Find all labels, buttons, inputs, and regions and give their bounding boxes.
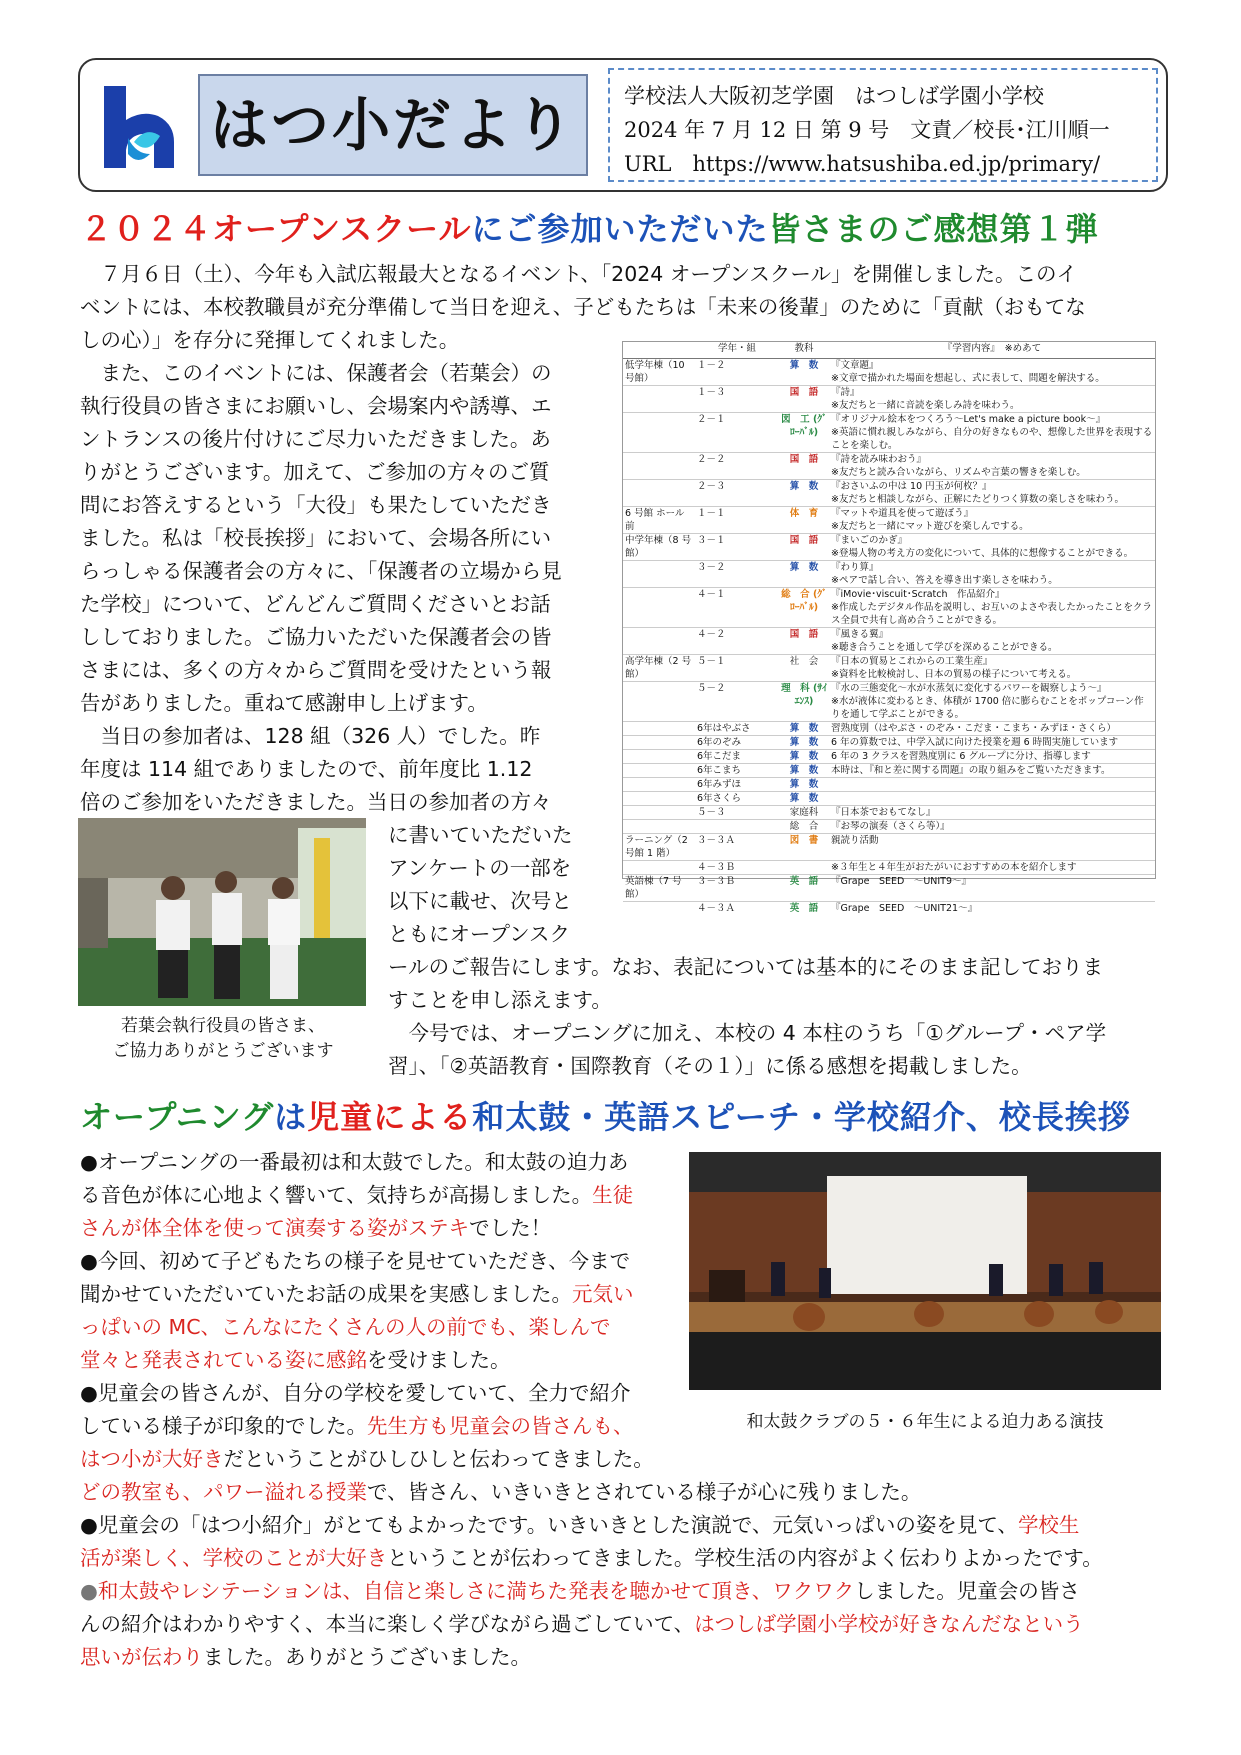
table-cell-subject: 算 数 bbox=[779, 750, 829, 764]
body-line: 今号では、オープニングに加え、本校の 4 本柱のうち「①グループ・ペア学 bbox=[388, 1021, 1107, 1045]
body-line: ししておりました。ご協力いただいた保護者会の皆 bbox=[80, 625, 552, 649]
table-cell-subject: 図 書 bbox=[779, 834, 829, 861]
table-cell-subject: 算 数 bbox=[779, 480, 829, 507]
newsletter-header bbox=[78, 58, 1168, 192]
table-cell-group: 中学年棟（8 号館） bbox=[623, 534, 695, 561]
highlight-text: 活が楽しく、学校のことが大好き bbox=[80, 1546, 388, 1570]
heading-program: 和太鼓・英語スピーチ・学校紹介、校長挨拶 bbox=[472, 1098, 1131, 1136]
body-line bbox=[80, 1542, 1180, 1575]
lesson-title: 『iMovie･viscuit･Scratch 作品紹介』 bbox=[831, 589, 1005, 600]
heading-part-one: 第１弾 bbox=[999, 210, 1099, 248]
lesson-title: 親読り活動 bbox=[831, 835, 879, 846]
table-row bbox=[623, 655, 1155, 682]
body-line: すことを申し添えます。 bbox=[388, 988, 612, 1012]
table-cell-subject: 算 数 bbox=[779, 792, 829, 806]
table-cell-subject: 英 語 bbox=[779, 875, 829, 902]
body-line: っぱいの MC、こんなにたくさんの人の前でも、楽しんで bbox=[80, 1315, 611, 1339]
body-line: 当日の参加者は、128 組（326 人）でした。昨 bbox=[80, 724, 541, 748]
table-row bbox=[623, 792, 1155, 806]
table-cell-content bbox=[829, 820, 1155, 834]
body-line: らっしゃる保護者会の方々に、「保護者の立場から見 bbox=[80, 559, 562, 583]
table-row bbox=[623, 628, 1155, 655]
table-cell-content bbox=[829, 722, 1155, 736]
table-row bbox=[623, 806, 1155, 820]
text-span: ました。ありがとうございました。 bbox=[203, 1645, 531, 1669]
heading-wa: は bbox=[274, 1098, 308, 1136]
text-span: ●児童会の「はつ小紹介」がとてもよかったです。いきいきとした演説で、元気いっぱいの姿を見て、 bbox=[80, 1513, 1018, 1537]
table-cell-content bbox=[829, 682, 1155, 722]
pta-photo-caption-line2: ご協力ありがとうございます bbox=[112, 1041, 334, 1061]
table-cell-class: ２－１ bbox=[695, 413, 779, 453]
table-row bbox=[623, 561, 1155, 588]
table-cell-subject: 国 語 bbox=[779, 534, 829, 561]
table-cell-content bbox=[829, 453, 1155, 480]
table-cell-content bbox=[829, 736, 1155, 750]
highlight-text: 思いが伝わり bbox=[80, 1645, 203, 1669]
text-span: る音色が体に心地よく響いて、気持ちが高揚しました。 bbox=[80, 1183, 593, 1207]
taiko-performance-photo bbox=[689, 1152, 1161, 1390]
body-line: 習」、「②英語教育・国際教育（その１）」に係る感想を掲載しました。 bbox=[388, 1054, 1032, 1078]
table-cell-subject: 英 語 bbox=[779, 902, 829, 916]
table-cell-class: ５－２ bbox=[695, 682, 779, 722]
table-cell-content bbox=[829, 792, 1155, 806]
hatsushiba-logo-icon bbox=[98, 80, 180, 172]
section1-heading bbox=[80, 204, 1099, 250]
highlight-text: 学校生 bbox=[1017, 1513, 1080, 1537]
text-span: 聞かせていただいていたお話の成果を実感しました。 bbox=[80, 1282, 572, 1306]
table-cell-class: ５－１ bbox=[695, 655, 779, 682]
school-url[interactable]: URL https://www.hatsushiba.ed.jp/primary/ bbox=[624, 152, 1101, 176]
table-cell-content bbox=[829, 750, 1155, 764]
table-header-cell bbox=[623, 342, 695, 359]
heading-open-school: ２０２４オープンスクール bbox=[80, 210, 472, 248]
table-cell-group bbox=[623, 588, 695, 628]
body-line: 執行役員の皆さまにお願いし、会場案内や誘導、エ bbox=[80, 394, 552, 418]
table-cell-subject: 総 合 bbox=[779, 820, 829, 834]
newsletter-title: はつ小だより bbox=[209, 91, 576, 159]
table-cell-class: ３－１ bbox=[695, 534, 779, 561]
table-cell-group bbox=[623, 722, 695, 736]
body-line bbox=[80, 1278, 680, 1311]
open-school-schedule-table bbox=[622, 341, 1156, 914]
text-span: んの紹介はわかりやすく、本当に楽しく学びながら過ごしていて、 bbox=[80, 1612, 695, 1636]
table-cell-content bbox=[829, 588, 1155, 628]
table-cell-class: ４－３Ａ bbox=[695, 902, 779, 916]
body-line: 倍のご参加をいただきました。当日の参加者の方々 bbox=[80, 790, 552, 814]
lesson-title: 習熟度別（はやぶさ・のぞみ・こだま・こまち・みずほ・さくら） bbox=[831, 723, 1117, 734]
body-line: しの心）」を存分に発揮してくれました。 bbox=[80, 328, 460, 352]
table-row bbox=[623, 875, 1155, 902]
text-span: ということが伝わってきました。学校生活の内容がよく伝わりよかったです。 bbox=[387, 1546, 1103, 1570]
table-cell-class: ２－２ bbox=[695, 453, 779, 480]
table-row bbox=[623, 534, 1155, 561]
table-cell-group bbox=[623, 453, 695, 480]
table-cell-group bbox=[623, 806, 695, 820]
table-cell-group bbox=[623, 861, 695, 875]
highlight-text: 先生方も児童会の皆さんも、 bbox=[367, 1414, 634, 1438]
lesson-title: 『おさいふの中は 10 円玉が何枚？』 bbox=[831, 481, 992, 492]
body-line bbox=[80, 1443, 1180, 1476]
body-line bbox=[80, 1476, 1180, 1509]
table-row bbox=[623, 902, 1155, 916]
table-cell-class: ５－３ bbox=[695, 806, 779, 820]
lesson-title: 『お琴の演奏（さくら等）』 bbox=[831, 821, 950, 832]
table-cell-content bbox=[829, 778, 1155, 792]
lesson-aim: ※友だちと相談しながら、正解にたどりつく算数の楽しさを味わう。 bbox=[831, 494, 1124, 505]
table-cell-class: ３－３Ｂ bbox=[695, 875, 779, 902]
lesson-title: 6 年の 3 クラスを習熟度別に 6 グループに分け、指導します bbox=[831, 751, 1091, 762]
highlight-text: 堂々と発表されている姿に感銘 bbox=[80, 1348, 367, 1372]
table-cell-content bbox=[829, 875, 1155, 902]
text-span: でした！ bbox=[469, 1216, 552, 1240]
body-line: 以下に載せ、次号と bbox=[388, 889, 572, 913]
table-row bbox=[623, 413, 1155, 453]
table-cell-subject: 算 数 bbox=[779, 736, 829, 750]
table-cell-subject: 図 工 (ｸﾞﾛｰﾊﾞﾙ) bbox=[779, 413, 829, 453]
lesson-aim: ※聴き合うことを通して学びを深めることができる。 bbox=[831, 642, 1058, 653]
lesson-title: 『日本の貿易とこれからの工業生産』 bbox=[831, 656, 993, 667]
table-cell-class: 6年こまち bbox=[695, 764, 779, 778]
table-cell-subject: 国 語 bbox=[779, 453, 829, 480]
highlight-text: 和太鼓やレシテーションは、自信と楽しさに満ちた発表を聴かせて頂き、ワクワク bbox=[97, 1579, 855, 1603]
table-cell-class: 6年こだま bbox=[695, 750, 779, 764]
table-cell-class: ４－３Ｂ bbox=[695, 861, 779, 875]
table-cell-subject bbox=[779, 861, 829, 875]
lesson-aim: ※英語に慣れ親しみながら、自分の好きなものや、想像した世界を表現することを楽しむ。 bbox=[831, 427, 1153, 451]
lesson-aim: ※文章で描かれた場面を想起し、式に表して、問題を解決する。 bbox=[831, 373, 1105, 384]
table-cell-group bbox=[623, 386, 695, 413]
table-row bbox=[623, 820, 1155, 834]
body-line bbox=[80, 1212, 680, 1245]
table-row bbox=[623, 588, 1155, 628]
table-cell-content bbox=[829, 861, 1155, 875]
table-cell-subject: 算 数 bbox=[779, 359, 829, 386]
lesson-aim: ※作成したデジタル作品を説明し、お互いのよさや表したかったことをクラス全員で共有し高め合うことができる。 bbox=[831, 602, 1152, 626]
lesson-aim: ※ペアで話し合い、答えを導き出す楽しさを味わう。 bbox=[831, 575, 1058, 586]
section2-body-full bbox=[80, 1443, 1180, 1674]
body-line: 年度は 114 組でありましたので、前年度比 1.12 bbox=[80, 757, 533, 781]
lesson-title: 『詩を読み味わおう』 bbox=[831, 454, 927, 465]
table-cell-group: 高学年棟（2 号館） bbox=[623, 655, 695, 682]
table-cell-content bbox=[829, 764, 1155, 778]
table-cell-subject: 算 数 bbox=[779, 764, 829, 778]
lesson-title: 『オリジナル絵本をつくろう～Let's make a picture book～』 bbox=[831, 414, 1106, 425]
highlight-text: はつしば学園小学校が好きなんだなという bbox=[694, 1612, 1084, 1636]
body-line: 問にお答えするという「大役」も果たしていただき bbox=[80, 493, 552, 517]
text-span: している様子が印象的でした。 bbox=[80, 1414, 367, 1438]
table-cell-group bbox=[623, 561, 695, 588]
body-line: ともにオープンスク bbox=[388, 922, 571, 946]
lesson-aim: ※友だちと一緒にマット遊びを楽しんでする。 bbox=[831, 521, 1029, 532]
table-cell-subject: 体 育 bbox=[779, 507, 829, 534]
heading-by-students: 児童による bbox=[307, 1098, 473, 1136]
section1-body-wide bbox=[388, 951, 1178, 1083]
table-cell-group bbox=[623, 792, 695, 806]
table-cell-group: 低学年棟（10 号館） bbox=[623, 359, 695, 386]
table-cell-content bbox=[829, 561, 1155, 588]
body-line bbox=[80, 1575, 1180, 1608]
body-line: ７月６日（土）、今年も入試広報最大となるイベント、「2024 オープンスクール」を開催しました。このイ bbox=[80, 262, 1077, 286]
lesson-aim: ※資料を比較検討し、日本の貿易の様子について考える。 bbox=[831, 669, 1077, 680]
table-cell-subject: 算 数 bbox=[779, 778, 829, 792]
table-cell-subject: 理 科 (ｻｲｴﾝｽ) bbox=[779, 682, 829, 722]
body-line: また、このイベントには、保護者会（若葉会）の bbox=[80, 361, 552, 385]
table-cell-group bbox=[623, 736, 695, 750]
table-cell-class: 6年みずほ bbox=[695, 778, 779, 792]
highlight-text: どの教室も、パワー溢れる授業 bbox=[80, 1480, 367, 1504]
text-span: だということがひしひしと伝わってきました。 bbox=[223, 1447, 654, 1471]
table-cell-subject: 家庭科 bbox=[779, 806, 829, 820]
lesson-title: 本時は、『和と差に関する問題』の取り組みをご覧いただきます。 bbox=[831, 765, 1111, 776]
table-cell-class: ４－２ bbox=[695, 628, 779, 655]
table-cell-class: ３－３Ａ bbox=[695, 834, 779, 861]
pta-photo-caption-line1: 若葉会執行役員の皆さま、 bbox=[121, 1016, 325, 1036]
table-row bbox=[623, 834, 1155, 861]
table-header-subject: 教科 bbox=[779, 342, 829, 359]
lesson-title: 『Grape SEED ～UNIT9～』 bbox=[831, 876, 972, 887]
lesson-title: 6 年の算数では、中学入試に向けた授業を週 6 時間実施しています bbox=[831, 737, 1119, 748]
table-cell-content bbox=[829, 902, 1155, 916]
body-line: ベントには、本校教職員が充分準備して当日を迎え、子どもたちは「未来の後輩」のために「貢献（おもてな bbox=[80, 295, 1086, 319]
table-cell-content bbox=[829, 655, 1155, 682]
table-row bbox=[623, 386, 1155, 413]
section2-heading bbox=[80, 1092, 1131, 1138]
table-header-content: 『学習内容』 ※めあて bbox=[829, 342, 1155, 359]
table-cell-subject: 算 数 bbox=[779, 561, 829, 588]
section1-body-narrow bbox=[388, 819, 608, 951]
table-cell-class: 6年はやぶさ bbox=[695, 722, 779, 736]
table-cell-class: 6年のぞみ bbox=[695, 736, 779, 750]
body-line: ●オープニングの一番最初は和太鼓でした。和太鼓の迫力あ bbox=[80, 1150, 629, 1174]
table-row bbox=[623, 750, 1155, 764]
table-cell-content bbox=[829, 480, 1155, 507]
heading-opening: オープニング bbox=[80, 1098, 275, 1136]
lesson-title: 『文章題』 bbox=[831, 360, 879, 371]
title-box bbox=[198, 74, 588, 176]
school-name: 学校法人大阪初芝学園 はつしば学園小学校 bbox=[624, 84, 1044, 108]
table-cell-class bbox=[695, 820, 779, 834]
body-line bbox=[80, 1641, 1180, 1674]
table-row bbox=[623, 453, 1155, 480]
bullet: ● bbox=[80, 1579, 98, 1603]
lesson-title: 『詩』 bbox=[831, 387, 860, 398]
table-cell-group bbox=[623, 820, 695, 834]
issue-date-line: 2024 年 7 月 12 日 第 9 号 文責／校長･江川順一 bbox=[624, 118, 1110, 142]
table-cell-class: １－１ bbox=[695, 507, 779, 534]
body-line: ました。私は「校長挨拶」において、会場各所にい bbox=[80, 526, 552, 550]
table-cell-content bbox=[829, 834, 1155, 861]
table-cell-class: 6年さくら bbox=[695, 792, 779, 806]
body-line: 告がありました。重ねて感謝申し上げます。 bbox=[80, 691, 488, 715]
table-cell-group: ラーニング（2 号館 1 階） bbox=[623, 834, 695, 861]
publisher-info-box bbox=[608, 68, 1158, 182]
table-cell-class: １－２ bbox=[695, 359, 779, 386]
table-row bbox=[623, 736, 1155, 750]
lesson-title: 『風きる翼』 bbox=[831, 629, 889, 640]
lesson-aim: ※登場人物の考え方の変化について、具体的に想像することができる。 bbox=[831, 548, 1134, 559]
lesson-title: 『わり算』 bbox=[831, 562, 879, 573]
table-cell-subject: 総 合 (ｸﾞﾛｰﾊﾞﾙ) bbox=[779, 588, 829, 628]
table-cell-class: ３－２ bbox=[695, 561, 779, 588]
table-row bbox=[623, 507, 1155, 534]
table-cell-subject: 国 語 bbox=[779, 628, 829, 655]
body-line: りがとうございます。加えて、ご参加の方々のご質 bbox=[80, 460, 550, 484]
lesson-aim: ※水が液体に変わるとき、体積が 1700 倍に膨らむことをポップコーン作りを通して学ぶことができる。 bbox=[831, 696, 1144, 720]
pta-officers-photo bbox=[78, 818, 366, 1006]
body-line bbox=[80, 1410, 680, 1443]
table-cell-subject: 算 数 bbox=[779, 722, 829, 736]
body-line bbox=[80, 1344, 680, 1377]
body-line: た学校」について、どんどんご質問くださいとお話 bbox=[80, 592, 551, 616]
heading-impressions: 皆さまのご感想 bbox=[768, 210, 1000, 248]
body-line bbox=[80, 1509, 1180, 1542]
body-line bbox=[80, 1179, 680, 1212]
table-row bbox=[623, 861, 1155, 875]
lesson-title: 『日本茶でおもてなし』 bbox=[831, 807, 936, 818]
table-cell-content bbox=[829, 386, 1155, 413]
table-cell-group: 英語棟（7 号館） bbox=[623, 875, 695, 902]
text-span: しました。児童会の皆さ bbox=[854, 1579, 1080, 1603]
table-cell-group bbox=[623, 413, 695, 453]
table-cell-group bbox=[623, 480, 695, 507]
table-cell-group bbox=[623, 764, 695, 778]
taiko-photo-caption: 和太鼓クラブの５・６年生による迫力ある演技 bbox=[746, 1412, 1104, 1432]
text-span: を受けました。 bbox=[367, 1348, 511, 1372]
table-cell-group bbox=[623, 902, 695, 916]
table-cell-group bbox=[623, 682, 695, 722]
lesson-title: ※３年生と４年生がおたがいにおすすめの本を紹介します bbox=[831, 862, 1077, 873]
lesson-title: 『まいごのかぎ』 bbox=[831, 535, 908, 546]
table-cell-content bbox=[829, 534, 1155, 561]
section2-body-left bbox=[80, 1146, 680, 1443]
table-cell-content bbox=[829, 628, 1155, 655]
body-line: さまには、多くの方々からご質問を受けたという報 bbox=[80, 658, 552, 682]
body-line: アンケートの一部を bbox=[388, 856, 572, 880]
table-row bbox=[623, 778, 1155, 792]
table-cell-subject: 国 語 bbox=[779, 386, 829, 413]
heading-participation: にご参加いただいた bbox=[471, 210, 769, 248]
table-row bbox=[623, 764, 1155, 778]
table-cell-class: ２－３ bbox=[695, 480, 779, 507]
lesson-title: 『マットや道具を使って遊ぼう』 bbox=[831, 508, 974, 519]
table-header-class: 学年・組 bbox=[695, 342, 779, 359]
lesson-title: 『Grape SEED ～UNIT21～』 bbox=[831, 903, 978, 914]
highlight-text: 元気い bbox=[572, 1282, 634, 1306]
lesson-aim: ※友だちと読み合いながら、リズムや言葉の響きを楽しむ。 bbox=[831, 467, 1086, 478]
text-span: で、皆さん、いきいきとされている様子が心に残りました。 bbox=[367, 1480, 922, 1504]
table-row bbox=[623, 682, 1155, 722]
body-line: ●児童会の皆さんが、自分の学校を愛していて、全力で紹介 bbox=[80, 1381, 631, 1405]
table-row bbox=[623, 480, 1155, 507]
table-row bbox=[623, 722, 1155, 736]
table-cell-class: ４－１ bbox=[695, 588, 779, 628]
table-cell-content bbox=[829, 413, 1155, 453]
table-cell-content bbox=[829, 359, 1155, 386]
highlight-text: はつ小が大好き bbox=[80, 1447, 224, 1471]
table-cell-subject: 社 会 bbox=[779, 655, 829, 682]
body-line: に書いていただいた bbox=[388, 823, 573, 847]
body-line: ントランスの後片付けにご尽力いただきました。あ bbox=[80, 427, 551, 451]
highlight-text: さんが体全体を使って演奏する姿がステキ bbox=[80, 1216, 470, 1240]
highlight-text: 生徒 bbox=[592, 1183, 634, 1207]
lesson-aim: ※友だちと一緒に音読を楽しみ詩を味わう。 bbox=[831, 400, 1020, 411]
table-cell-content bbox=[829, 806, 1155, 820]
table-cell-group bbox=[623, 628, 695, 655]
table-cell-class: １－３ bbox=[695, 386, 779, 413]
body-line: ールのご報告にします。なお、表記については基本的にそのまま記しておりま bbox=[388, 955, 1104, 979]
table-row bbox=[623, 359, 1155, 386]
table-cell-group bbox=[623, 750, 695, 764]
lesson-title: 『水の三態変化～水が水蒸気に変化するパワーを観察しよう～』 bbox=[831, 683, 1107, 694]
table-cell-group: 6 号館 ホール前 bbox=[623, 507, 695, 534]
body-line: ●今回、初めて子どもたちの様子を見せていただき、今まで bbox=[80, 1249, 631, 1273]
body-line bbox=[80, 1608, 1180, 1641]
table-cell-content bbox=[829, 507, 1155, 534]
table-cell-group bbox=[623, 778, 695, 792]
